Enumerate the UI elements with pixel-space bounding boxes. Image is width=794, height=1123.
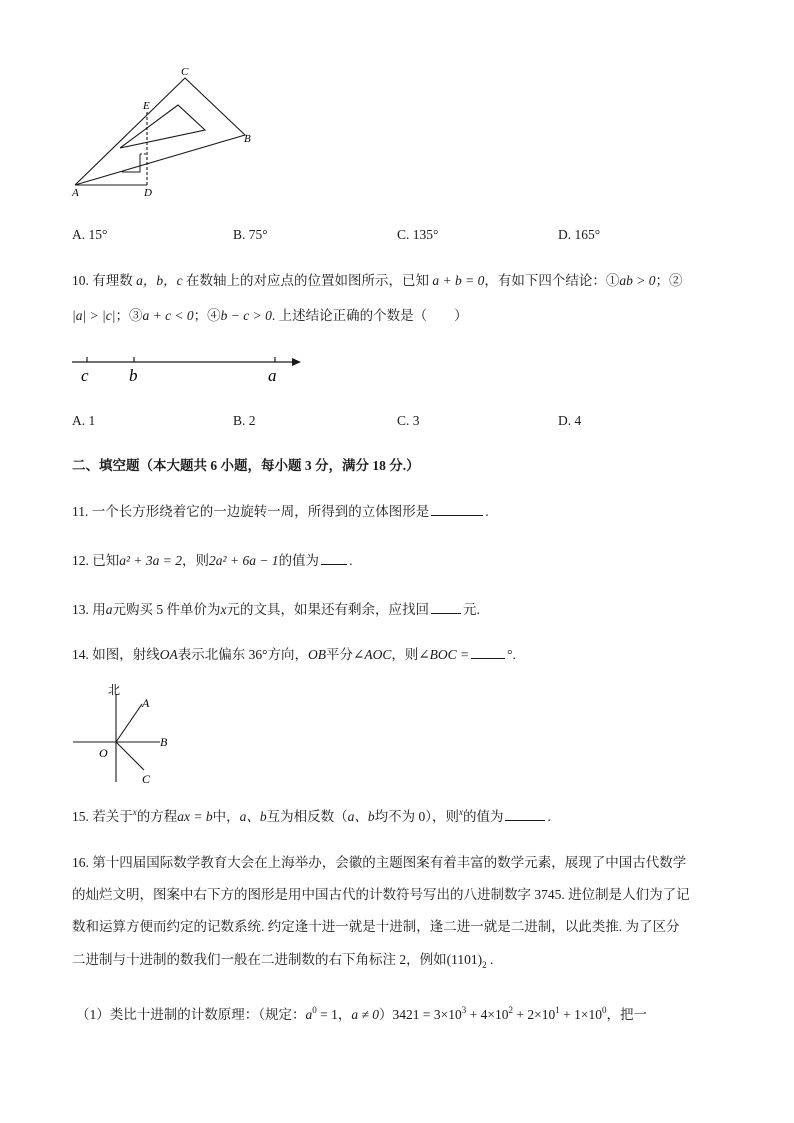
q13: 13. 用a元购买 5 件单价为x元的文具，如果还有剩余，应找回 元. xyxy=(72,602,480,617)
q10-axis-label-c: c xyxy=(81,366,89,385)
q10-axis-label-a: a xyxy=(268,366,277,385)
q12-answer-blank[interactable] xyxy=(321,552,347,565)
q14-answer-blank[interactable] xyxy=(471,646,505,659)
q14-label-O: O xyxy=(99,746,108,760)
q9-label-A: A xyxy=(72,187,79,199)
q11: 11. 一个长方形绕着它的一边旋转一周，所得到的立体图形是 . xyxy=(72,504,489,519)
q10-option-c: C. 3 xyxy=(397,413,420,428)
q9-label-D: D xyxy=(144,187,152,199)
q10-option-a: A. 1 xyxy=(72,413,96,428)
q10-option-d: D. 4 xyxy=(558,413,582,428)
q14-label-north: 北 xyxy=(108,683,121,697)
q10-axis-label-b: b xyxy=(129,366,138,385)
q9-option-d: D. 165° xyxy=(558,227,601,242)
q16-line4: 二进制与十进制的数我们一般在二进制数的右下角标注 2，例如$(1101)_2$ . xyxy=(72,952,494,970)
q12: 12. 已知a² + 3a = 2，则2a² + 6a − 1的值为 . xyxy=(72,553,353,568)
q9-triangle-figure xyxy=(60,60,280,200)
q14-label-A: A xyxy=(142,696,150,710)
q15: 15. 若关于$^x$的方程ax = b中，a、b互为相反数（a、b均不为 0），则$^x$的值为 . xyxy=(72,807,551,824)
q9-option-c: C. 135° xyxy=(397,227,439,242)
q14-label-B: B xyxy=(160,735,168,749)
q16-line1: 16. 第十四届国际数学教育大会在上海举办，会徽的主题图案有着丰富的数学元素，展现了中国古代数学 xyxy=(72,855,687,870)
q9-option-a: A. 15° xyxy=(72,227,108,242)
section-heading: 二、填空题（本大题共 6 小题，每小题 3 分，满分 18 分.） xyxy=(72,458,420,473)
q10-number-line xyxy=(68,350,308,385)
q10-stem-line2: |a| > |c|；③a + c < 0；④b − c > 0. 上述结论正确的个数是（ ） xyxy=(72,308,468,323)
q14-label-C: C xyxy=(142,772,151,786)
q13-answer-blank[interactable] xyxy=(431,601,461,614)
q9-label-B: B xyxy=(244,133,251,145)
q14: 14. 如图，射线OA表示北偏东 36°方向，OB平分∠AOC，则∠BOC = °. xyxy=(72,647,516,662)
q11-answer-blank[interactable] xyxy=(431,503,483,516)
q9-label-C: C xyxy=(181,66,189,78)
q16-line2: 的灿烂文明，图案中右下方的图形是用中国古代的计数符号写出的八进制数字 3745. 进位制是人们为了记 xyxy=(72,887,690,902)
q10-option-b: B. 2 xyxy=(233,413,256,428)
q9-label-E: E xyxy=(143,100,150,112)
q14-angle-figure xyxy=(70,682,190,792)
q16-subquestion-1: （1）类比十进制的计数原理：（规定：$a^0 = 1$，$a \ne 0)3421 = 3\times 10^3 + 4\times 10^2 + 2\times 10^1 + 1\times 10^0$，把一 xyxy=(76,1005,647,1022)
q15-answer-blank[interactable] xyxy=(505,808,545,821)
q10-stem-line1: 10. 有理数 a，b，c 在数轴上的对应点的位置如图所示，已知 a + b = 0，有如下四个结论：①ab > 0；② xyxy=(72,273,683,288)
q16-line3: 数和运算方便而约定的记数系统. 约定逢十进一就是十进制，逢二进一就是二进制，以此类推. 为了区分 xyxy=(72,919,680,934)
q9-option-b: B. 75° xyxy=(233,227,268,242)
